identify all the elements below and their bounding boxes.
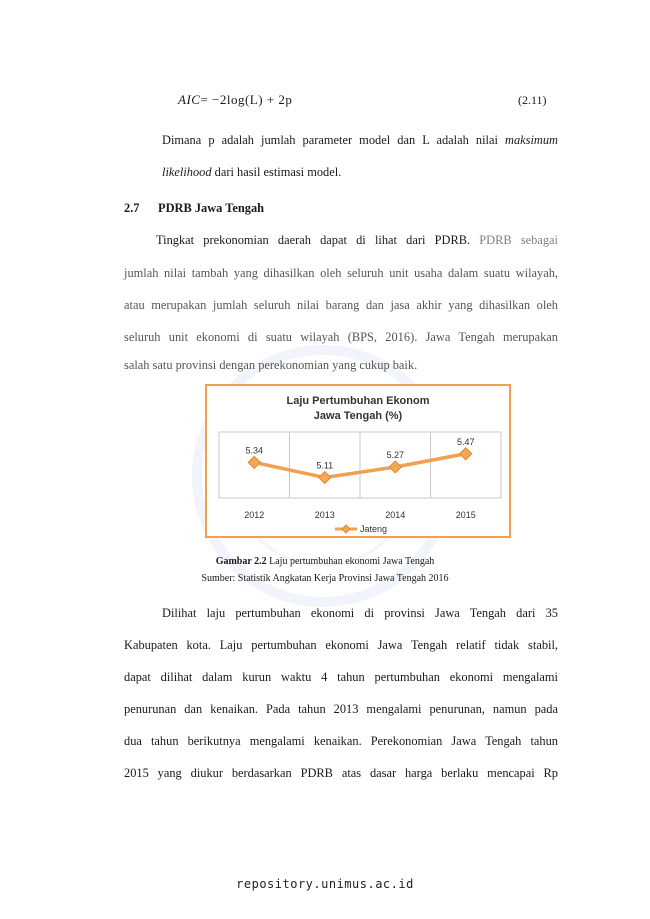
para1-line-3: atau merupakan jumlah seluruh nilai barang dan jasa akhir yang dihasilkan oleh <box>124 298 558 312</box>
legend-swatch-marker <box>342 525 350 533</box>
x-tick-label: 2013 <box>314 510 335 520</box>
para2-line-4: penurunan dan kenaikan. Pada tahun 2013 mengalami penurunan, namun pada <box>124 702 558 716</box>
section-heading: 2.7 PDRB Jawa Tengah <box>124 201 265 215</box>
para2-line-6: 2015 yang diukur berdasarkan PDRB atas dasar harga berlaku mencapai Rp <box>124 766 558 780</box>
equation-number: (2.11) <box>518 93 547 107</box>
figure-source: Sumber: Statistik Angkatan Kerja Provinsi Jawa Tengah 2016 <box>201 573 449 584</box>
data-label: 5.11 <box>316 460 334 471</box>
para2-line-3: dapat dilihat dalam kurun waktu 4 tahun pertumbuhan ekonomi mengalami <box>124 670 558 684</box>
x-tick-label: 2015 <box>455 510 476 520</box>
figure-caption: Gambar 2.2 Laju pertumbuhan ekonomi Jawa Tengah <box>215 556 435 567</box>
x-tick-label: 2014 <box>385 510 406 520</box>
equation <box>0 92 650 114</box>
chart-title-line-2: Jawa Tengah (%) <box>313 410 403 422</box>
x-tick-label: 2012 <box>244 510 265 520</box>
data-label: 5.34 <box>245 445 264 456</box>
para1-line-4: seluruh unit ekonomi di suatu wilayah (BPS, 2016). Jawa Tengah merupakan <box>124 330 558 344</box>
para2-line-5: dua tahun berikutnya mengalami kenaikan. Perekonomian Jawa Tengah tahun <box>124 734 558 748</box>
para1-line-1: Tingkat prekonomian daerah dapat di lihat dari PDRB. PDRB sebagai <box>156 233 558 247</box>
para2-line-2: Kabupaten kota. Laju pertumbuhan ekonomi Jawa Tengah relatif tidak stabil, <box>124 638 558 652</box>
para1-line-5: salah satu provinsi dengan perekonomian yang cukup baik. <box>124 358 418 372</box>
aic-formula: AIC= −2log(L) + 2p <box>178 92 293 107</box>
definition-line-2: likelihood dari hasil estimasi model. <box>162 165 342 179</box>
data-label: 5.47 <box>456 436 475 447</box>
repository-footer: repository.unimus.ac.id <box>236 877 414 891</box>
data-point <box>460 448 472 460</box>
growth-chart-svg <box>207 386 509 536</box>
data-label: 5.27 <box>386 449 405 460</box>
data-point <box>389 461 401 473</box>
para1-line-2: jumlah nilai tambah yang dihasilkan oleh seluruh unit usaha dalam suatu wilayah, <box>124 266 558 280</box>
data-point <box>319 472 331 484</box>
para2-line-1: Dilihat laju pertumbuhan ekonomi di provinsi Jawa Tengah dari 35 <box>162 606 558 620</box>
data-point <box>248 456 260 468</box>
growth-chart <box>205 384 511 538</box>
chart-title-line-1: Laju Pertumbuhan Ekonom <box>286 395 430 407</box>
definition-line-1: Dimana p adalah jumlah parameter model dan L adalah nilai maksimum <box>162 133 558 147</box>
legend-label-jateng: Jateng <box>360 524 388 534</box>
